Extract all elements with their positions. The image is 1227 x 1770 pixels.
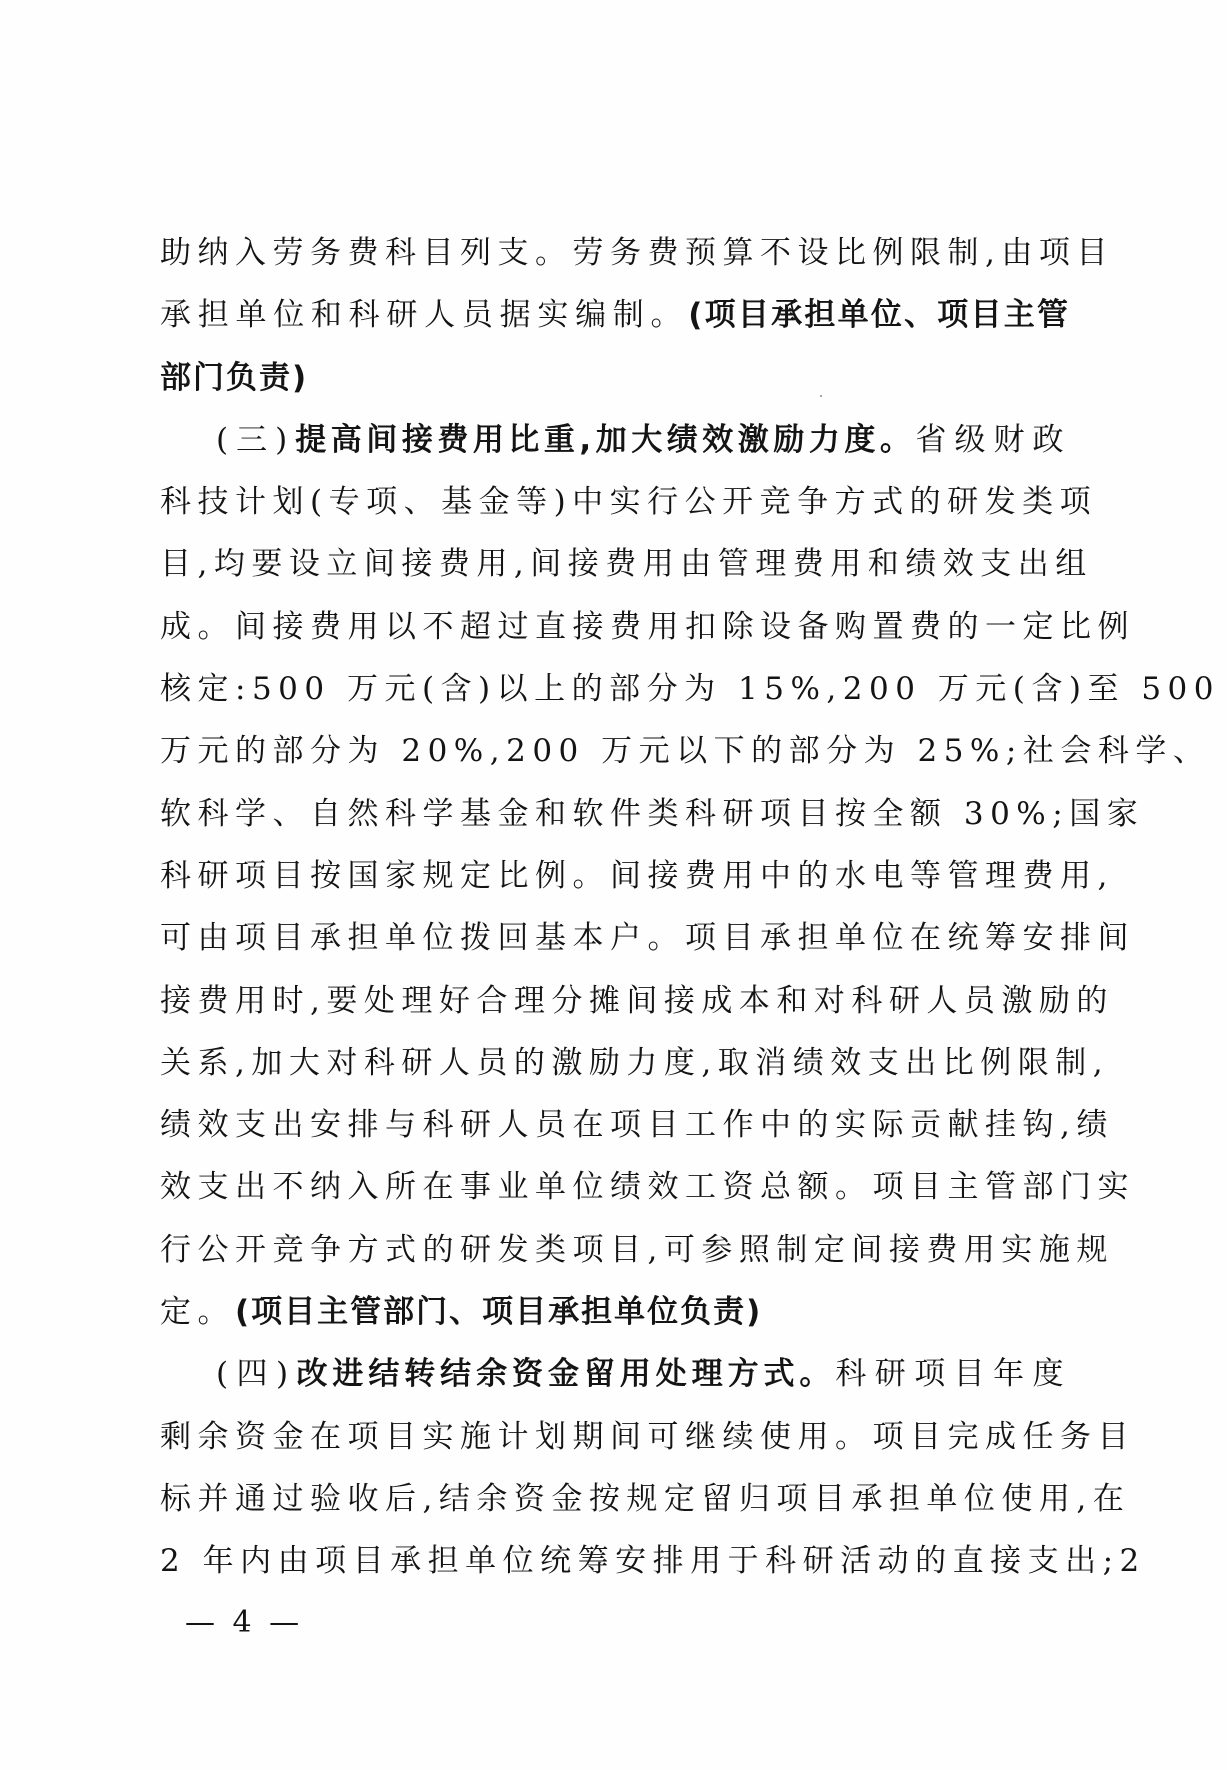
text-line: [160, 347, 1070, 409]
text-run: 软科学、自然科学基金和软件类科研项目按全额 30%;国家: [160, 795, 1145, 832]
text-run: 省级财政: [915, 421, 1070, 458]
text-line: [160, 658, 1221, 720]
text-line: [160, 1406, 1135, 1468]
text-run: 关系,加大对科研人员的激励力度,取消绩效支出比例限制,: [160, 1044, 1110, 1081]
text-run: 目,均要设立间接费用,间接费用由管理费用和绩效支出组: [160, 546, 1093, 583]
text-run: 成。间接费用以不超过直接费用扣除设备购置费的一定比例: [160, 608, 1135, 645]
section-heading: 改进结转结余资金留用处理方式。: [294, 1356, 836, 1393]
text-run: 效支出不纳入所在事业单位绩效工资总额。项目主管部门实: [160, 1169, 1135, 1206]
text-run: 承担单位和科研人员据实编制。: [160, 297, 689, 334]
text-run: (三): [216, 421, 294, 458]
text-run: 科研项目按国家规定比例。间接费用中的水电等管理费用,: [160, 857, 1114, 894]
text-line: [160, 1032, 1110, 1094]
text-line: [160, 970, 1114, 1032]
text-line: [160, 471, 1098, 533]
text-run: 可由项目承担单位拨回基本户。项目承担单位在统筹安排间: [160, 920, 1135, 957]
text-line: [160, 1468, 1131, 1530]
text-run: 绩效支出安排与科研人员在项目工作中的实际贡献挂钩,绩: [160, 1107, 1114, 1144]
text-line: [160, 720, 1211, 782]
text-line: [160, 907, 1135, 969]
text-line: [160, 533, 1093, 595]
responsible-party: (项目主管部门、项目承担单位负责): [235, 1294, 763, 1331]
text-run: 2 年内由项目承担单位统筹安排用于科研活动的直接支出;2: [160, 1543, 1146, 1580]
text-line: [160, 409, 1070, 471]
page-number: — 4 —: [185, 1605, 304, 1640]
text-run: 助纳入劳务费科目列支。劳务费预算不设比例限制,由项目: [160, 235, 1114, 271]
text-line: [160, 845, 1114, 907]
text-line: [160, 1094, 1114, 1156]
text-run: 标并通过验收后,结余资金按规定留归项目承担单位使用,在: [160, 1480, 1131, 1517]
text-line: [160, 1281, 1070, 1343]
body-text: [160, 222, 1221, 1593]
section-heading: 提高间接费用比重,加大绩效激励力度。: [293, 421, 916, 458]
text-line: [160, 596, 1135, 658]
text-run: 科技计划(专项、基金等)中实行公开竞争方式的研发类项: [160, 484, 1098, 521]
text-run: 接费用时,要处理好合理分摊间接成本和对科研人员激励的: [160, 982, 1114, 1019]
text-line: [160, 783, 1145, 845]
text-run: 定。: [160, 1294, 235, 1331]
text-run: 核定:500 万元(含)以上的部分为 15%,200 万元(含)至 500: [160, 671, 1221, 708]
text-line: [160, 222, 1114, 284]
text-run: 科研项目年度: [835, 1356, 1071, 1393]
text-run: (四): [216, 1356, 295, 1393]
text-run: 行公开竞争方式的研发类项目,可参照制定间接费用实施规: [160, 1231, 1114, 1268]
text-run: 万元的部分为 20%,200 万元以下的部分为 25%;社会科学、: [160, 733, 1211, 770]
responsible-party: 部门负责): [160, 359, 309, 396]
text-line: [160, 1219, 1114, 1281]
text-line: [160, 1156, 1135, 1218]
text-line: [160, 1343, 1070, 1405]
text-run: 剩余资金在项目实施计划期间可继续使用。项目完成任务目: [160, 1418, 1135, 1455]
text-line: [160, 1530, 1146, 1592]
text-line: [160, 284, 1070, 346]
responsible-party: (项目承担单位、项目主管: [688, 297, 1070, 334]
